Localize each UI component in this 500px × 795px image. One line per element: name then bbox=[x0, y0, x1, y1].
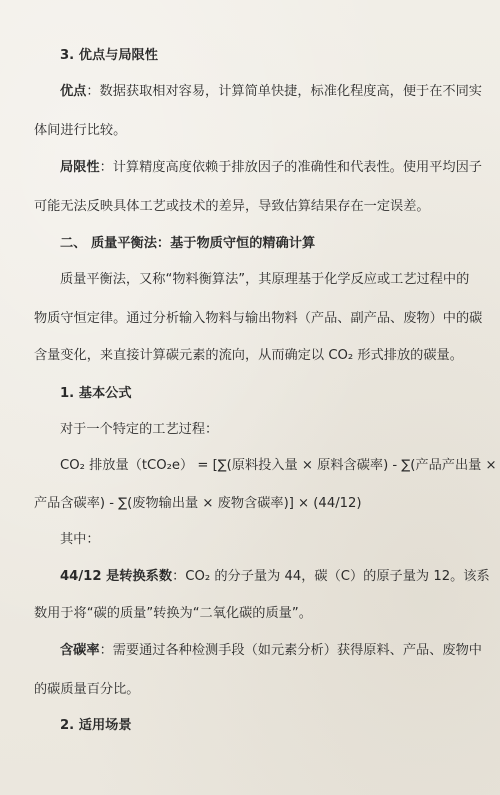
limitations-label: 局限性 bbox=[60, 160, 100, 175]
mass-balance-line-1: 质量平衡法，又称“物料衡算法”，其原理基于化学反应或工艺过程中的 bbox=[60, 272, 470, 287]
limitations-line-2: 可能无法反映具体工艺或技术的差异，导致估算结果存在一定误差。 bbox=[34, 199, 430, 214]
advantages-label: 优点 bbox=[60, 84, 87, 99]
formula-line-1: CO₂ 排放量（tCO₂e） = [∑(原料投入量 × 原料含碳率) - ∑(产品产出量 × bbox=[60, 458, 497, 473]
advantages-line-1 bbox=[34, 82, 482, 102]
conversion-label: 44/12 是转换系数 bbox=[60, 569, 173, 584]
mass-balance-line-3: 含量变化，来直接计算碳元素的流向，从而确定以 CO₂ 形式排放的碳量。 bbox=[34, 348, 463, 363]
advantages-text: ：数据获取相对容易，计算简单快捷，标准化程度高，便于在不同实 bbox=[86, 84, 482, 99]
carbon-content-text: ：需要通过各种检测手段（如元素分析）获得原料、产品、废物中 bbox=[99, 643, 482, 658]
limitations-text: ：计算精度高度依赖于排放因子的准确性和代表性。使用平均因子 bbox=[99, 160, 482, 175]
conversion-line-1 bbox=[34, 567, 490, 587]
where-label: 其中： bbox=[60, 532, 100, 547]
conversion-text: ：CO₂ 的分子量为 44，碳（C）的原子量为 12。该系 bbox=[172, 569, 490, 584]
scenarios-heading: 2. 适用场景 bbox=[60, 718, 132, 733]
section-3-heading: 3. 优点与局限性 bbox=[60, 48, 158, 63]
formula-line-2: 产品含碳率) - ∑(废物输出量 × 废物含碳率)] × (44/12) bbox=[34, 496, 362, 511]
carbon-content-line-2: 的碳质量百分比。 bbox=[34, 682, 140, 697]
section-2-heading: 二、 质量平衡法：基于物质守恒的精确计算 bbox=[60, 236, 316, 251]
carbon-content-line-1 bbox=[34, 641, 482, 661]
conversion-line-2: 数用于将“碳的质量”转换为“二氧化碳的质量”。 bbox=[34, 606, 312, 621]
formula-intro: 对于一个特定的工艺过程： bbox=[60, 422, 219, 437]
mass-balance-line-2: 物质守恒定律。通过分析输入物料与输出物料（产品、副产品、废物）中的碳 bbox=[34, 311, 483, 326]
advantages-line-2: 体间进行比较。 bbox=[34, 123, 127, 138]
formula-heading: 1. 基本公式 bbox=[60, 386, 132, 401]
carbon-content-label: 含碳率 bbox=[60, 643, 100, 658]
limitations-line-1 bbox=[34, 158, 482, 178]
